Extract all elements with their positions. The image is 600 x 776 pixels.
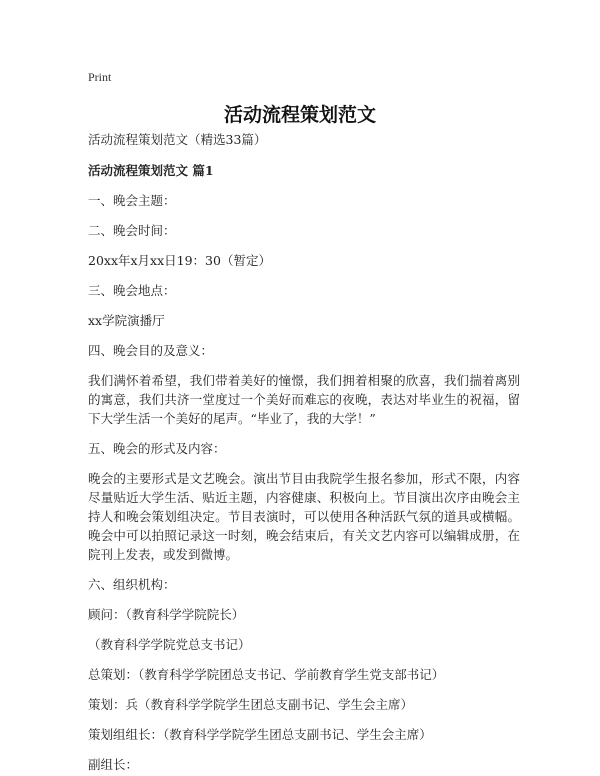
document-title: 活动流程策划范文 xyxy=(223,104,376,126)
document-body xyxy=(88,130,520,774)
paragraph: 四、晚会目的及意义： xyxy=(88,343,214,358)
paragraph: xx学院演播厅 xyxy=(88,313,165,328)
paragraph: 六、组织机构： xyxy=(88,577,176,592)
paragraph: 我们满怀着希望，我们带着美好的憧憬，我们拥着相聚的欣喜，我们揣着离别的寓意，我们共济一堂度过一个美好而难忘的夜晚，表达对毕业生的祝福，留下大学生活一个美好的尾声。“毕业了，我的大学！” xyxy=(88,373,520,426)
paragraph: 顾问：（教育科学学院院长） xyxy=(88,607,245,622)
paragraph: 三、晚会地点： xyxy=(88,283,176,298)
paragraph: 20xx年x月xx日19：30（暂定） xyxy=(88,253,271,268)
paragraph: （教育科学学院党总支书记） xyxy=(88,637,251,652)
paragraph: 一、晚会主题： xyxy=(88,193,176,208)
print-link[interactable]: Print xyxy=(88,70,112,84)
section-heading: 活动流程策划范文 篇1 xyxy=(88,163,214,178)
paragraph: 策划：兵（教育科学学院学生团总支副书记、学生会主席） xyxy=(88,697,414,712)
paragraph: 晚会的主要形式是文艺晚会。演出节目由我院学生报名参加，形式不限，内容尽量贴近大学生活、贴近主题，内容健康、积极向上。节目演出次序由晚会主持人和晚会策划组决定。节目表演时，可以使用各种活跃气氛的道具或横幅。晚会中可以拍照记录这一时刻，晚会结束后，有关文艺内容可以编辑成册，在院刊上发表，或发到微博。 xyxy=(88,471,520,562)
intro-line: 活动流程策划范文（精选33篇） xyxy=(88,132,267,147)
paragraph: 五、晚会的形式及内容： xyxy=(88,441,226,456)
paragraph: 策划组组长：（教育科学学院学生团总支副书记、学生会主席） xyxy=(88,727,432,742)
paragraph: 副组长： xyxy=(88,757,139,772)
paragraph: 二、晚会时间： xyxy=(88,223,176,238)
paragraph: 总策划：（教育科学学院团总支书记、学前教育学生党支部书记） xyxy=(88,667,445,682)
